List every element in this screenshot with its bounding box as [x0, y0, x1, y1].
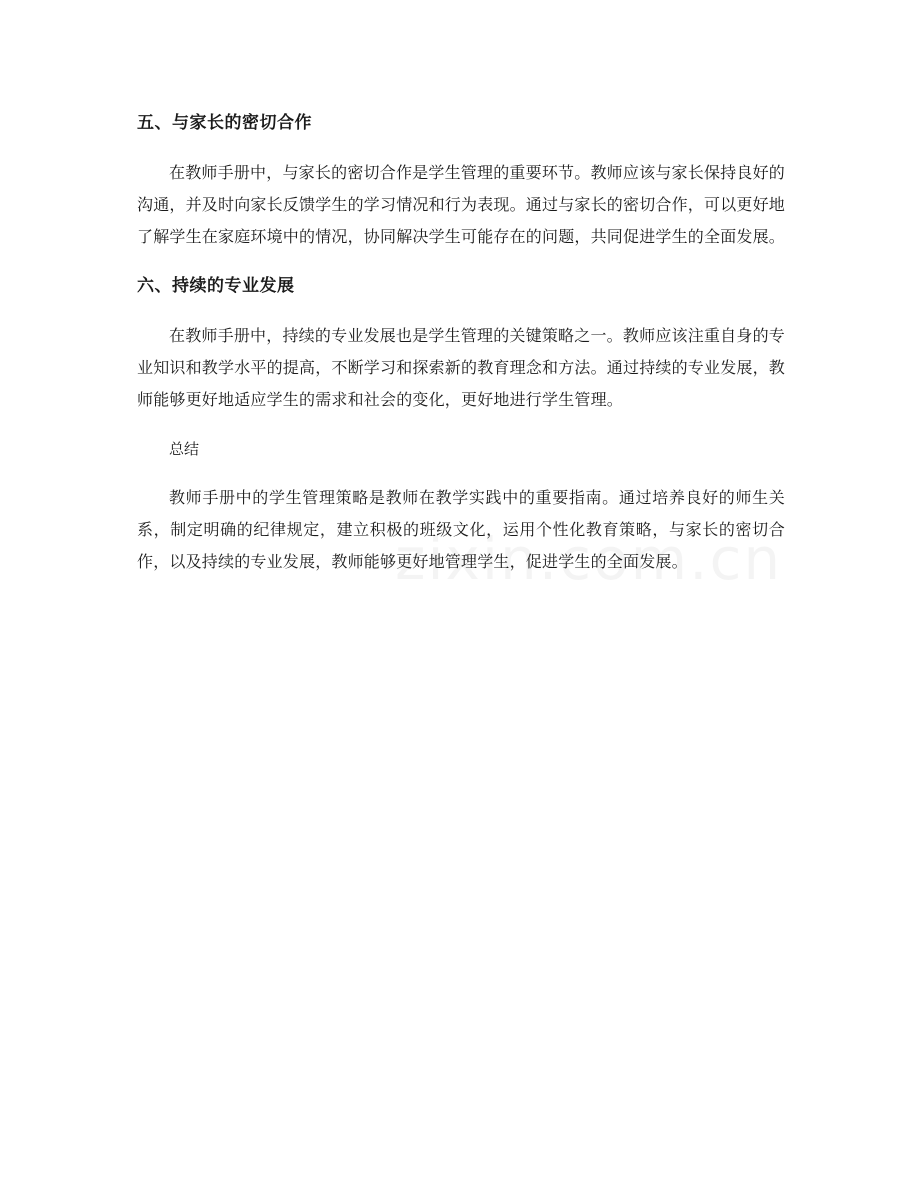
section-heading-parent-cooperation: 五、与家长的密切合作: [137, 113, 312, 133]
document-body: [137, 108, 785, 596]
section-heading-professional-development: 六、持续的专业发展: [137, 276, 295, 296]
section-paragraph-parent-cooperation: 在教师手册中，与家长的密切合作是学生管理的重要环节。教师应该与家长保持良好的沟通，并及时向家长反馈学生的学习情况和行为表现。通过与家长的密切合作，可以更好地了解学生在家庭环境中的情况，协同解决学生可能存在的问题，共同促进学生的全面发展。: [137, 163, 786, 246]
summary-label: 总结: [169, 440, 200, 458]
summary-paragraph: 教师手册中的学生管理策略是教师在教学实践中的重要指南。通过培养良好的师生关系，制定明确的纪律规定，建立积极的班级文化，运用个性化教育策略，与家长的密切合作，以及持续的专业发展，教师能够更好地管理学生，促进学生的全面发展。: [137, 488, 785, 571]
section-paragraph-professional-development: 在教师手册中，持续的专业发展也是学生管理的关键策略之一。教师应该注重自身的专业知识和教学水平的提高，不断学习和探索新的教育理念和方法。通过持续的专业发展，教师能够更好地适应学生的需求和社会的变化，更好地进行学生管理。: [137, 326, 786, 409]
